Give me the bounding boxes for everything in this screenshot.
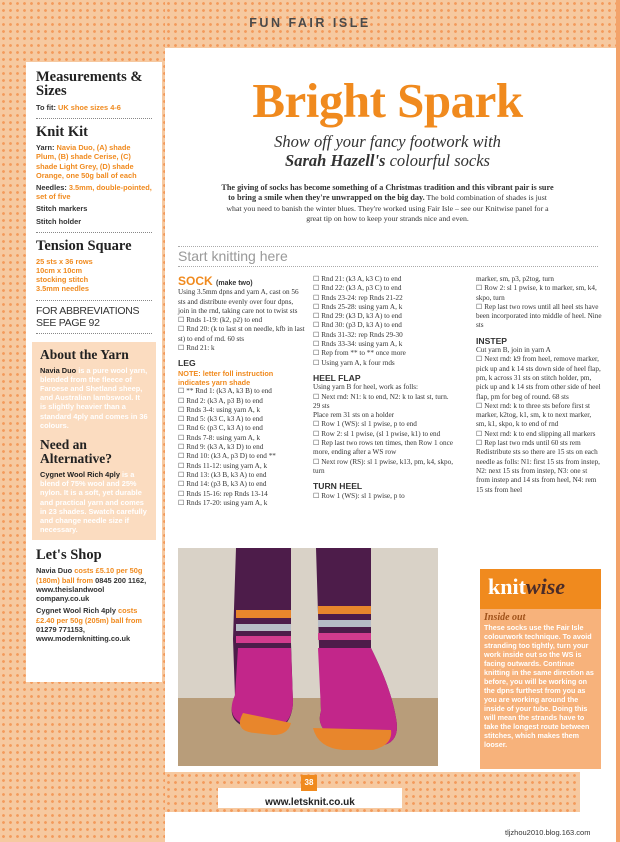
knitwise-panel — [480, 609, 601, 769]
pattern-row: Place rem 31 sts on a holder — [313, 411, 395, 420]
pattern-row: ☐ Rep last two rows until all heel sts have been incorporated into middle of heel. Nine sts — [476, 302, 602, 330]
pattern-row: ☐ Rnds 31-32: rep Rnds 29-30 — [313, 330, 403, 339]
page-number: 38 — [301, 775, 317, 791]
start-knitting-heading: Start knitting here — [178, 246, 598, 267]
about-yarn-text: is a pure wool yarn, blended from the fleece of Faroese and Shetland sheep, and Australian lambswool. It is slightly heavier than a standard 4ply and comes in 36 colours. — [40, 365, 148, 430]
pattern-row: ☐ Rnds 1-19: (k2, p2) to end — [178, 316, 263, 325]
fit-value: UK shoe sizes 4-6 — [58, 103, 121, 112]
pattern-row: ☐ Rep last two rnds until 60 sts rem — [476, 439, 581, 448]
pattern-row: ☐ Rep last two rows ten times, then Row 1 once more, ending after a WS row — [313, 439, 453, 457]
pattern-row: Cut yarn B, join in yarn A — [476, 346, 551, 355]
subtitle-line-1: Show off your fancy footwork with — [274, 132, 501, 151]
fit-label: To fit: — [36, 103, 56, 112]
pattern-row: marker, sm, p3, p2tog, turn — [476, 275, 554, 283]
tension-title: Tension Square — [36, 237, 132, 254]
pattern-row: ☐ Next rnd: k9 from heel, remove marker, pick up and k 14 sts down side of heel flap, pm, k across 31 sts on stitch holder, pm, pick up and k 14 sts from other side of heel flap, pm for beg of round. 68 sts — [476, 355, 601, 401]
holder-text: Stitch holder — [36, 216, 82, 226]
shop-title: Let's Shop — [36, 547, 102, 564]
pattern-row: ☐ Rnd 20: (k to last st on needle, kfb in last st) to end of rnd. 60 sts — [178, 325, 305, 343]
shop-source-1: 0845 200 1162, www.theislandwool company.co.uk — [36, 575, 147, 604]
pattern-row: ☐ Next rnd: N1: k to end, N2: k to last st, turn. 29 sts — [313, 392, 449, 410]
measurements-title: Measurements & Sizes — [36, 69, 143, 99]
alternative-title: Need an Alternative? — [40, 437, 112, 467]
page-title: Bright Spark — [252, 73, 523, 128]
sock-note: (make two) — [216, 280, 253, 287]
tension-line-1: 25 sts x 36 rows — [36, 256, 93, 266]
pattern-row: ☐ Rnd 2: (k3 A, p3 B) to end — [178, 396, 263, 405]
sock-heading: SOCK — [178, 274, 213, 288]
pattern-row: ☐ Rnd 29: (k3 D, k3 A) to end — [313, 312, 402, 321]
credit-watermark: tljzhou2010.blog.163.com — [505, 828, 591, 837]
designer-name: Sarah Hazell's — [285, 151, 386, 170]
socks-photo — [178, 548, 438, 766]
leg-heading: LEG — [178, 358, 196, 369]
leg-note: NOTE: letter foll instruction indicates yarn shade — [178, 368, 274, 387]
pattern-row: ☐ Rnd 10: (k3 A, p3 D) to end ** — [178, 452, 276, 461]
page-edge — [616, 0, 620, 842]
pattern-column-1 — [178, 274, 306, 508]
alternative-name: Cygnet Wool Rich 4ply — [40, 470, 120, 480]
subtitle — [175, 132, 600, 170]
pattern-row: ☐ Rnds 7-8: using yarn A, k — [178, 433, 261, 442]
pattern-row: ☐ Rnd 14: (p3 B, k3 A) to end — [178, 480, 267, 489]
pattern-row: ☐ Row 1 (WS): sl 1 pwise, p to — [313, 491, 405, 500]
pattern-row: ☐ ** Rnd 1: (k3 A, k3 B) to end — [178, 387, 272, 396]
pattern-row: ☐ Rnds 25-28: using yarn A, k — [313, 302, 403, 311]
knitwise-body: These socks use the Fair Isle colourwork technique. To avoid stranding too tightly, turn your work inside out so the WS is facing outwards. Continue knitting in the same direction as before, you will be working on the dpns furthest from you as you are working around the inside of your tube. Doing this will mean the strands have to take the longest route between stitches, which makes them looser. — [484, 623, 594, 749]
tension-line-2: 10cm x 10cm — [36, 266, 83, 276]
shop-name-2: Cygnet Wool Rich 4ply — [36, 606, 116, 616]
turn-heel-heading: TURN HEEL — [313, 481, 363, 492]
pattern-row: ☐ Rep from ** to ** once more — [313, 349, 406, 358]
site-url[interactable]: www.letsknit.co.uk — [265, 797, 355, 808]
shop-cost-2: costs £2.40 per 50g (205m) ball from — [36, 606, 142, 625]
pattern-row: ☐ Rnds 3-4: using yarn A, k — [178, 405, 261, 414]
tension-line-4: 3.5mm needles — [36, 284, 89, 294]
knitwise-wise: wise — [525, 574, 566, 599]
knitkit-title: Knit Kit — [36, 124, 88, 141]
pattern-row: ☐ Next rnd: k to three sts before first st marker, k2tog, k1, sm, k to next marker, sm, k1, skpo, k to end of rnd — [476, 401, 592, 429]
subtitle-line-2: colourful socks — [389, 151, 490, 170]
left-sock — [232, 548, 293, 735]
pattern-row: ☐ Using yarn A, k four rnds — [313, 358, 395, 367]
pattern-row: ☐ Rnd 21: k — [178, 344, 215, 353]
about-yarn-name: Navia Duo — [40, 365, 77, 375]
pattern-row: Redistribute sts so there are 15 sts on each needle as folls: N1: first 15 sts from instep, N2: next 15 sts from instep, N3: one st from instep and 14 sts from heel, N4: rem 15 sts from heel — [476, 448, 600, 494]
knitwise-logo — [480, 569, 601, 609]
yarn-label: Yarn: — [36, 143, 55, 153]
about-yarn-title: About the Yarn — [40, 346, 129, 362]
pattern-column-3 — [476, 275, 602, 495]
pattern-row: ☐ Rnd 22: (k3 A, p3 C) to end — [313, 284, 402, 293]
pattern-row: ☐ Rnds 33-34: using yarn A, k — [313, 340, 403, 349]
intro-rest: The bold combination of shades is just what you need to banish the winter blues. They're worked using Fair Isle – see our Knitwise panel for a great tip on how to keep your strands nice and even. — [226, 193, 549, 223]
markers-text: Stitch markers — [36, 204, 88, 214]
needles-value: 3.5mm, double-pointed, set of five — [36, 183, 152, 202]
pattern-row: ☐ Rnd 6: (p3 C, k3 A) to end — [178, 424, 263, 433]
alternative-text: is a blend of 75% wool and 25% nylon. It is a soft, yet durable and practical yarn and comes in 23 shades. Swatch carefully and change needle size if necessary. — [40, 470, 147, 535]
tension-line-3: stocking stitch — [36, 275, 89, 285]
needles-label: Needles: — [36, 183, 67, 193]
pattern-row: ☐ Rnd 5: (k3 C, k3 A) to end — [178, 415, 263, 424]
pattern-row: ☐ Next rnd: k to end slipping all markers — [476, 429, 596, 438]
intro-bold: The giving of socks has become something of a Christmas tradition and this vibrant pair is sure to bring a smile when they're unwrapped on the big day. — [221, 183, 554, 203]
heel-flap-heading: HEEL FLAP — [313, 372, 361, 383]
sidebar — [26, 62, 162, 682]
pattern-row: ☐ Rnd 21: (k3 A, k3 C) to end — [313, 275, 402, 283]
shop-cost-1: costs £5.10 per 50g (180m) ball from — [36, 566, 143, 585]
pattern-row: Using yarn B for heel, work as folls: — [313, 383, 418, 392]
intro-paragraph — [220, 183, 555, 224]
knitwise-subtitle: Inside out — [484, 612, 526, 623]
pattern-row: ☐ Rnds 15-16: rep Rnds 13-14 — [178, 489, 268, 498]
knitwise-knit: knit — [488, 574, 526, 599]
section-header: FUN FAIR ISLE — [249, 16, 371, 30]
shop-source-2: 01279 771153, www.modernknitting.co.uk — [36, 624, 131, 643]
pattern-row: ☐ Next row (RS): sl 1 pwise, k13, pm, k4, skpo, turn — [313, 457, 454, 475]
pattern-row: ☐ Rnd 30: (p3 D, k3 A) to end — [313, 321, 402, 330]
pattern-row: ☐ Rnd 9: (k3 A, k3 D) to end — [178, 443, 264, 452]
pattern-row: ☐ Row 1 (WS): sl 1 pwise, p to end — [313, 420, 417, 429]
pattern-row: ☐ Rnds 11-12: using yarn A, k — [178, 461, 268, 470]
yarn-value: Navia Duo, (A) shade Plum, (B) shade Cerise, (C) shade Light Grey, (D) shade Orange, one 50g ball of each — [36, 143, 137, 180]
pattern-row: ☐ Rnds 17-20: using yarn A, k — [178, 498, 268, 507]
pattern-row: ☐ Row 2: sl 1 pwise, (sl 1 pwise, k1) to end — [313, 429, 441, 438]
pattern-row: ☐ Rnds 23-24: rep Rnds 21-22 — [313, 293, 403, 302]
pattern-row: ☐ Rnd 13: (k3 B, k3 A) to end — [178, 470, 267, 479]
pattern-row: ☐ Row 2: sl 1 pwise, k to marker, sm, k4, skpo, turn — [476, 284, 597, 302]
instep-heading: INSTEP — [476, 335, 508, 346]
shop-name-1: Navia Duo — [36, 566, 73, 576]
cast-on-text: Using 3.5mm dpns and yarn A, cast on 56 sts and distribute evenly over four dpns, join in the rnd, taking care not to twist sts — [178, 288, 299, 315]
abbreviations-note: FOR ABBREVIATIONS SEE PAGE 92 — [36, 300, 152, 334]
pattern-column-2 — [313, 275, 453, 501]
